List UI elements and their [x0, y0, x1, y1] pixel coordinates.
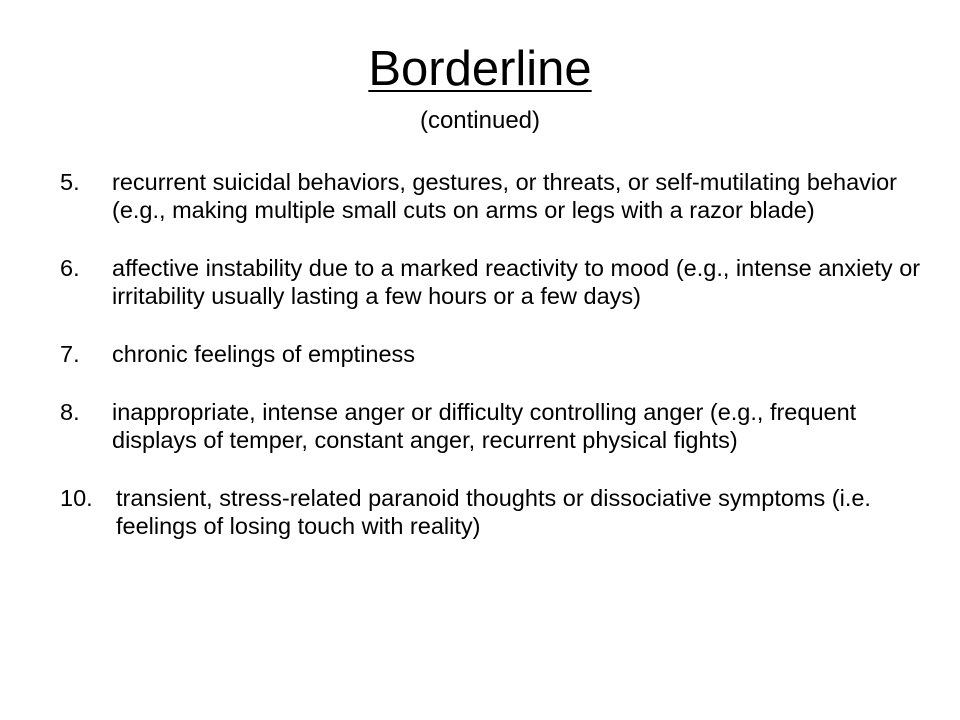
item-text: inappropriate, intense anger or difficulty controlling anger (e.g., frequent displays of temper, constant anger, recurrent physical fights) [112, 399, 857, 453]
slide-title: Borderline [368, 42, 592, 96]
list-item [60, 340, 930, 368]
item-text: recurrent suicidal behaviors, gestures, or threats, or self-mutilating behavior (e.g., making multiple small cuts on arms or legs with a razor blade) [112, 169, 898, 223]
item-text: transient, stress-related paranoid thoughts or dissociative symptoms (i.e. feelings of losing touch with reality) [116, 485, 871, 539]
item-text: affective instability due to a marked reactivity to mood (e.g., intense anxiety or irritability usually lasting a few hours or a few days) [112, 255, 921, 309]
item-number: 7. [60, 341, 80, 367]
list-item [60, 484, 930, 540]
list-item [60, 254, 930, 310]
slide-subtitle: (continued) [419, 107, 541, 134]
title-block [0, 40, 960, 136]
list-item [60, 168, 930, 224]
criteria-list [60, 168, 930, 570]
item-number: 5. [60, 169, 80, 195]
item-number: 10. [60, 485, 93, 511]
list-item [60, 398, 930, 454]
item-number: 8. [60, 399, 80, 425]
item-text: chronic feelings of emptiness [112, 341, 416, 367]
item-number: 6. [60, 255, 80, 281]
